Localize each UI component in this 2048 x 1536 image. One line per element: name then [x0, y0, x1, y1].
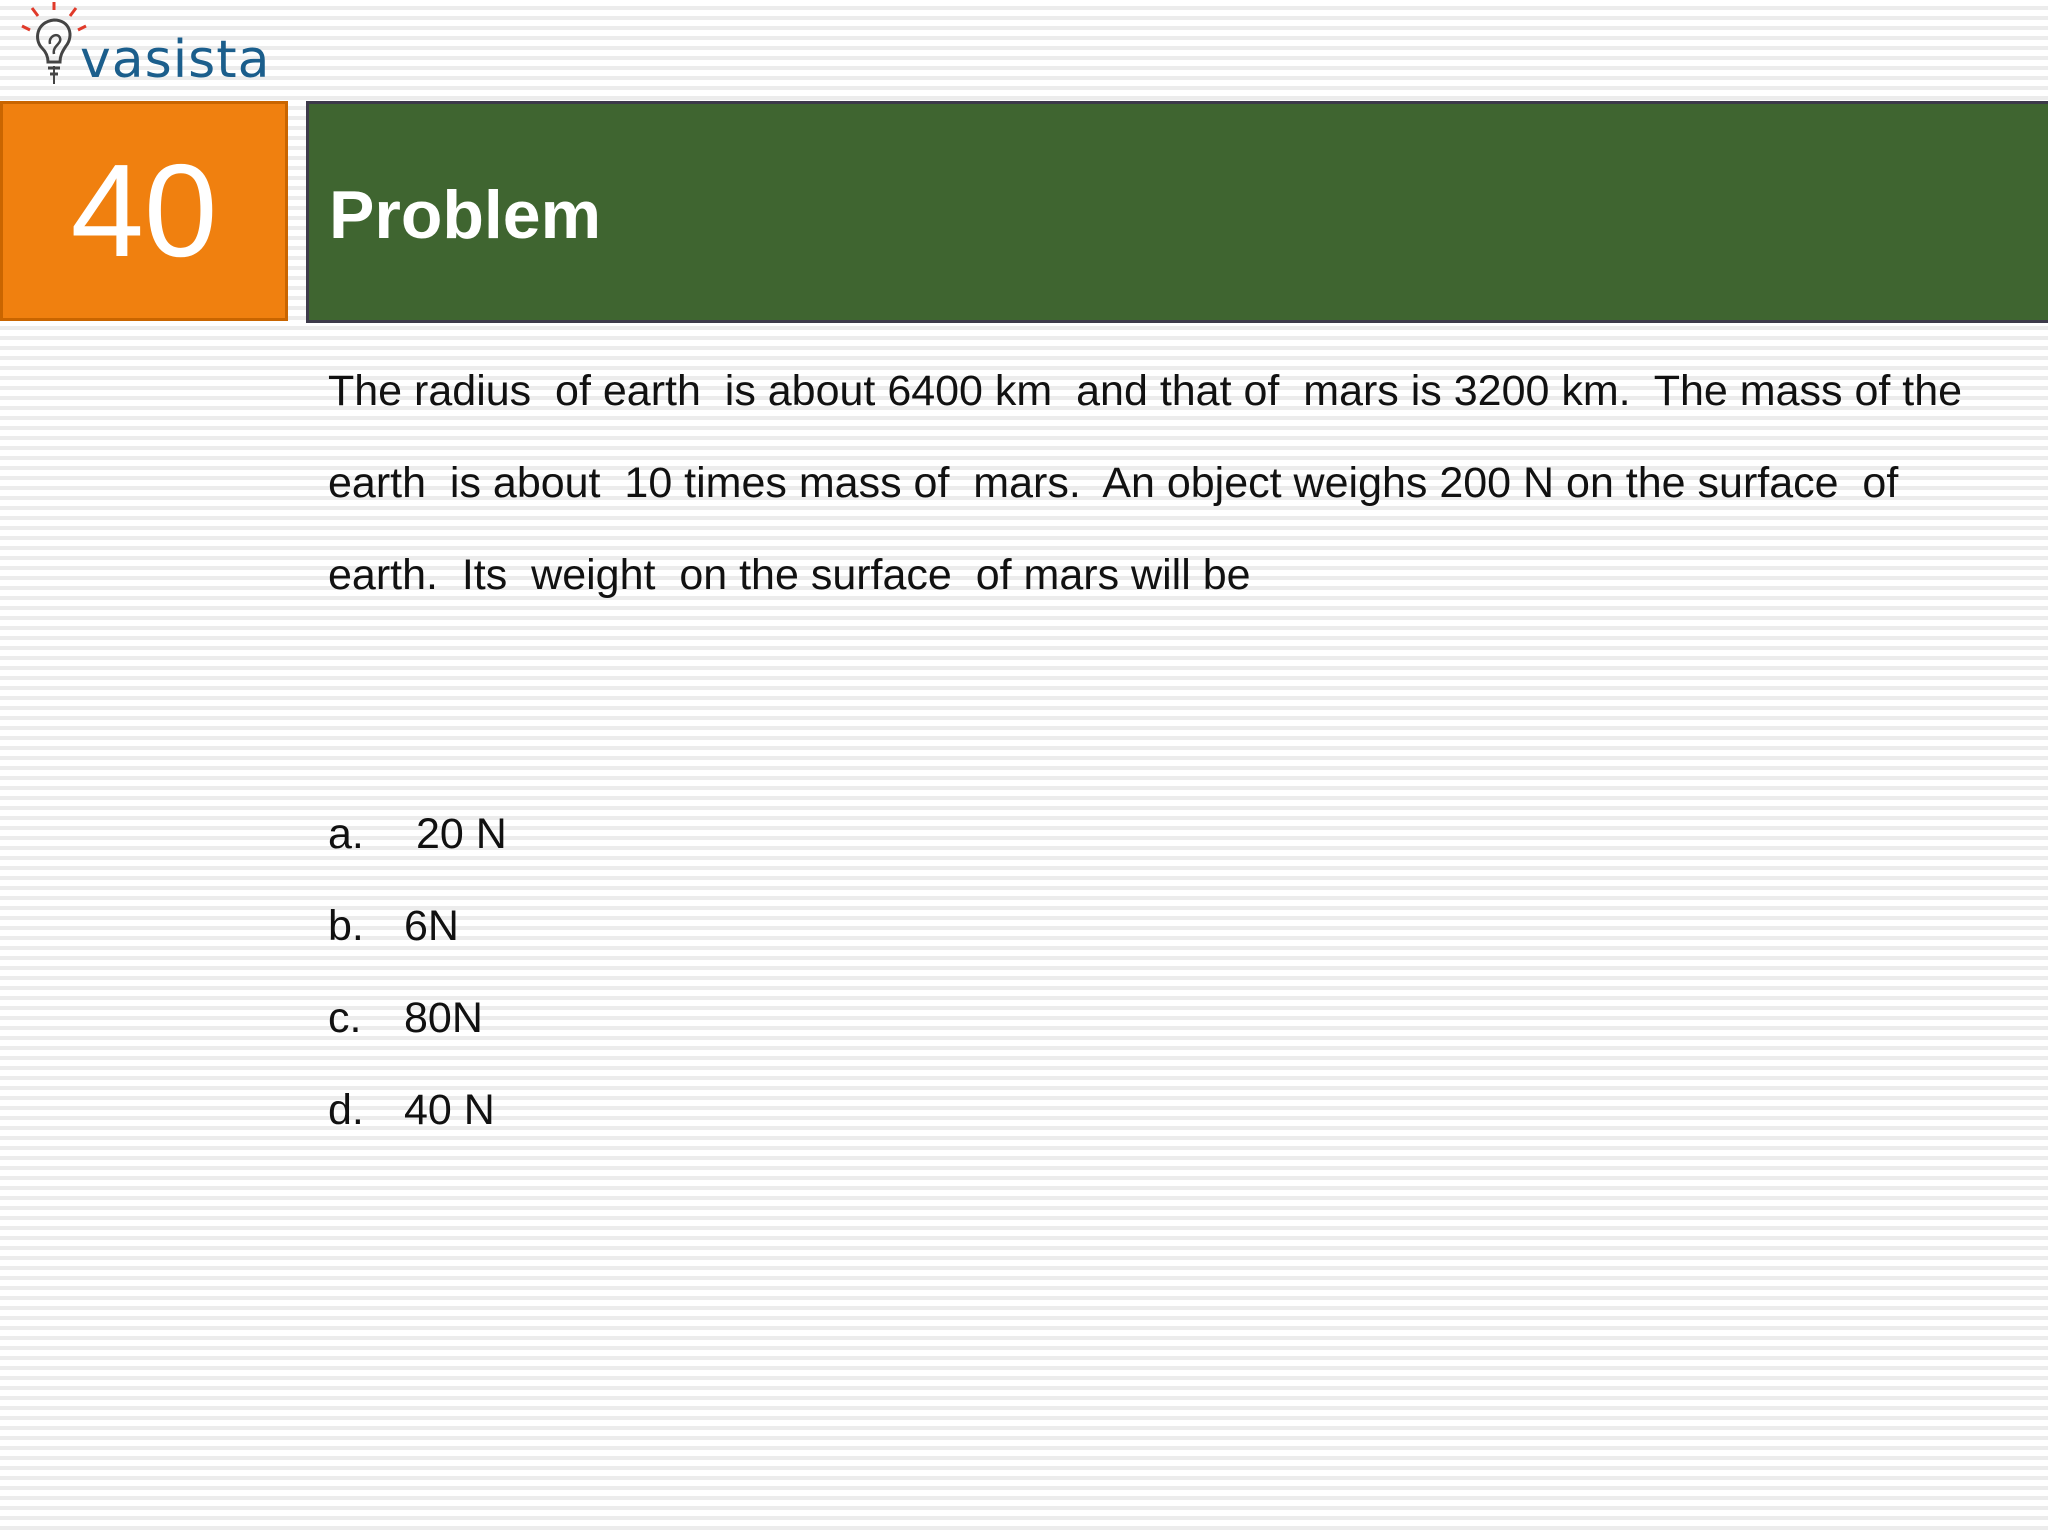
option-text: 80N: [404, 994, 483, 1042]
question-area: [328, 345, 2008, 621]
page-title: Problem: [329, 177, 602, 253]
option-text: 6N: [404, 902, 459, 950]
option-b: [328, 880, 1128, 972]
option-letter: a.: [328, 810, 364, 858]
option-d: [328, 1064, 1128, 1156]
option-text: 20 N: [404, 810, 507, 858]
option-letter: d.: [328, 1086, 364, 1134]
option-text: 40 N: [404, 1086, 495, 1134]
options-list: [328, 788, 1128, 1156]
problem-number: 40: [70, 137, 218, 284]
vasista-logo: [20, 0, 300, 100]
option-letter: b.: [328, 902, 364, 950]
option-a: [328, 788, 1128, 880]
question-text: The radius of earth is about 6400 km and that of mars is 3200 km. The mass of the earth is about 10 times mass of mars. An object weighs 200 N on the surface of earth. Its weight on the surface of mars will be: [328, 367, 1974, 599]
option-letter: c.: [328, 994, 362, 1042]
title-bar: [306, 101, 2048, 323]
logo-text: vasista: [80, 30, 271, 90]
option-c: [328, 972, 1128, 1064]
problem-number-box: [0, 101, 288, 321]
